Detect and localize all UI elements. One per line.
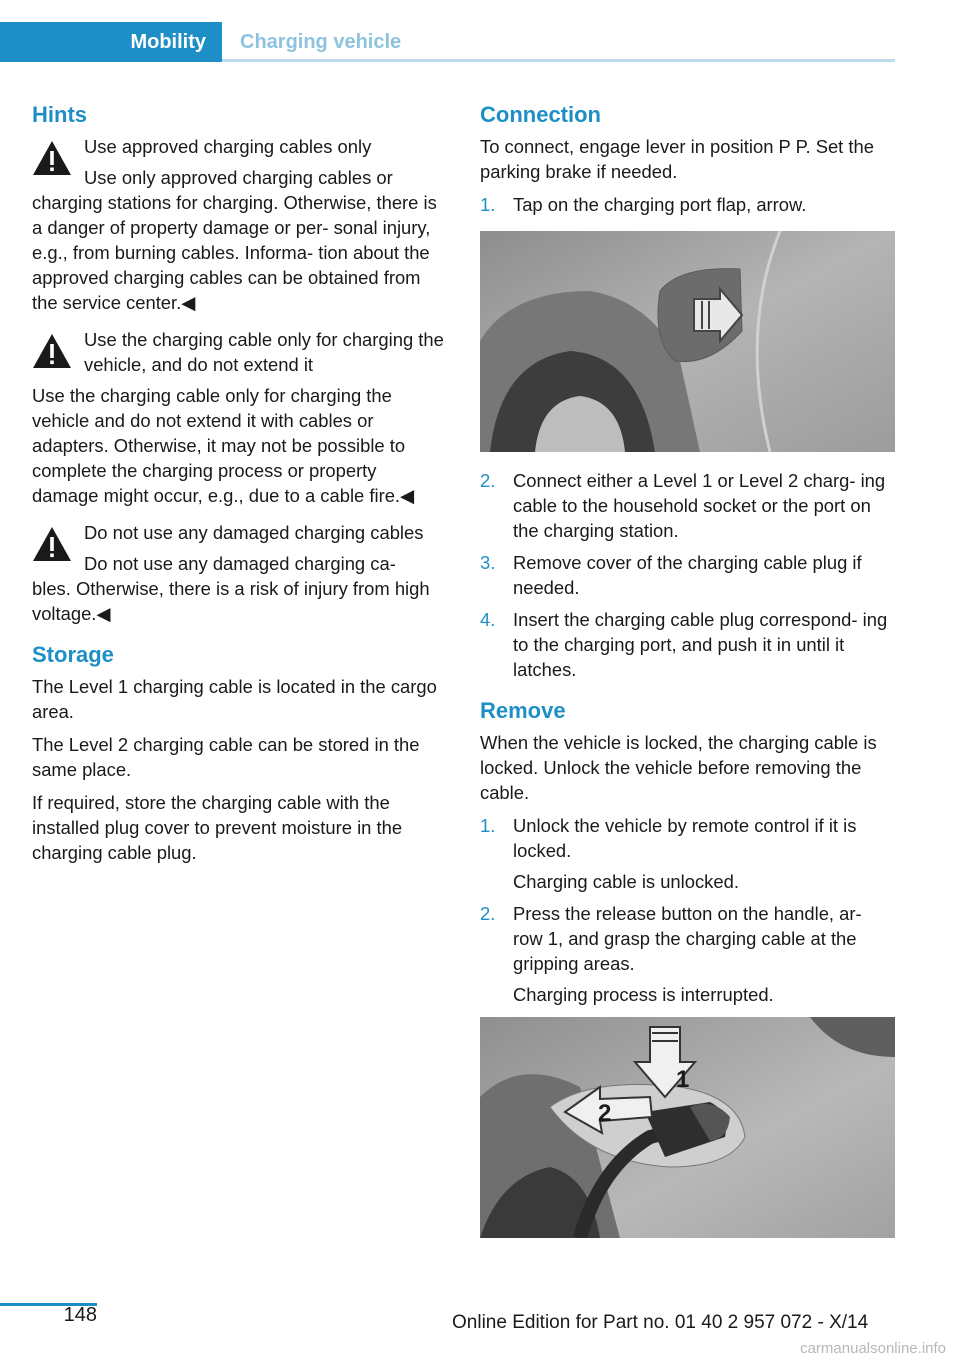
- step-text: Unlock the vehicle by remote control if it is locked.: [513, 815, 857, 861]
- step-number: 1.: [480, 815, 496, 836]
- storage-paragraph: If required, store the charging cable with the installed plug cover to prevent moisture in the charging cable plug.: [32, 792, 403, 863]
- arrow-label-1: 1: [676, 1066, 690, 1093]
- header-underline: [222, 59, 895, 62]
- hints-heading: Hints: [32, 102, 87, 127]
- page-number: 148: [63, 1304, 97, 1326]
- section-tab: Mobility: [0, 22, 222, 62]
- step-text: Press the release button on the handle, ar‐ row 1, and grasp the charging cable at the gripping areas.: [513, 903, 862, 974]
- list-item: [480, 192, 895, 217]
- step-result: Charging cable is unlocked.: [513, 871, 739, 892]
- step-number: 3.: [480, 552, 496, 573]
- step-number: 4.: [480, 609, 496, 630]
- list-item: [480, 550, 895, 600]
- warning-body: charging stations for charging. Otherwise, there is a danger of property damage or per‐ sonal injury, e.g., from burning cables. Informa‐ tion about the approved charging cables can be obtained from the service center.◀: [32, 192, 437, 313]
- warning-block: [32, 134, 447, 315]
- connection-heading: Connection: [480, 102, 601, 127]
- list-item: [480, 468, 895, 543]
- right-column: [480, 100, 895, 1254]
- cable-release-figure: [480, 1017, 895, 1238]
- warning-title: Use the charging cable only for charging the vehicle, and do not extend it: [84, 329, 444, 375]
- step-number: 1.: [480, 194, 496, 215]
- charging-port-flap-figure: [480, 231, 895, 452]
- step-text: Insert the charging cable plug correspond‐ ing to the charging port, and push it in until it latches.: [513, 609, 888, 680]
- step-text: Tap on the charging port flap, arrow.: [513, 194, 807, 215]
- storage-heading: Storage: [32, 642, 114, 667]
- warning-body: Use the charging cable only for charging the vehicle and do not extend it with cables or adapters. Otherwise, it may not be possible to complete the charging process or property damage might occur, e.g., due to a cable fire.◀: [32, 385, 415, 506]
- warning-triangle-icon: [32, 526, 72, 562]
- remove-heading: Remove: [480, 698, 566, 723]
- connection-steps: [480, 192, 895, 217]
- edition-footer: Online Edition for Part no. 01 40 2 957 072 - X/14: [452, 1312, 869, 1333]
- chapter-title: Charging vehicle: [240, 30, 402, 53]
- arrow-label-2: 2: [598, 1100, 612, 1127]
- storage-paragraph: The Level 2 charging cable can be stored in the same place.: [32, 734, 420, 780]
- page-header: [0, 22, 895, 62]
- step-result: Charging process is interrupted.: [513, 984, 774, 1005]
- warning-triangle-icon: [32, 140, 72, 176]
- remove-steps: [480, 813, 895, 1007]
- step-number: 2.: [480, 903, 496, 924]
- warning-title: Use approved charging cables only: [84, 136, 372, 157]
- watermark: carmanualsonline.info: [800, 1340, 946, 1357]
- warning-block: [32, 520, 447, 626]
- storage-paragraph: The Level 1 charging cable is located in the cargo area.: [32, 676, 437, 722]
- step-number: 2.: [480, 470, 496, 491]
- connection-steps-continued: [480, 468, 895, 682]
- list-item: [480, 813, 895, 894]
- step-text: Connect either a Level 1 or Level 2 charg‐ ing cable to the household socket or the port on the charging station.: [513, 470, 886, 541]
- connection-intro: To connect, engage lever in position P P. Set the parking brake if needed.: [480, 136, 874, 182]
- remove-intro: When the vehicle is locked, the charging cable is locked. Unlock the vehicle before removing the cable.: [480, 732, 877, 803]
- warning-title: Do not use any damaged charging cables: [84, 522, 424, 543]
- warning-body: bles. Otherwise, there is a risk of injury from high voltage.◀: [32, 578, 430, 624]
- step-text: Remove cover of the charging cable plug if needed.: [513, 552, 862, 598]
- list-item: [480, 901, 895, 1007]
- warning-triangle-icon: [32, 333, 72, 369]
- warning-first-line: Use only approved charging cables or: [84, 167, 393, 188]
- left-column: [32, 100, 447, 873]
- warning-first-line: Do not use any damaged charging ca‐: [84, 553, 396, 574]
- warning-block: [32, 327, 447, 508]
- list-item: [480, 607, 895, 682]
